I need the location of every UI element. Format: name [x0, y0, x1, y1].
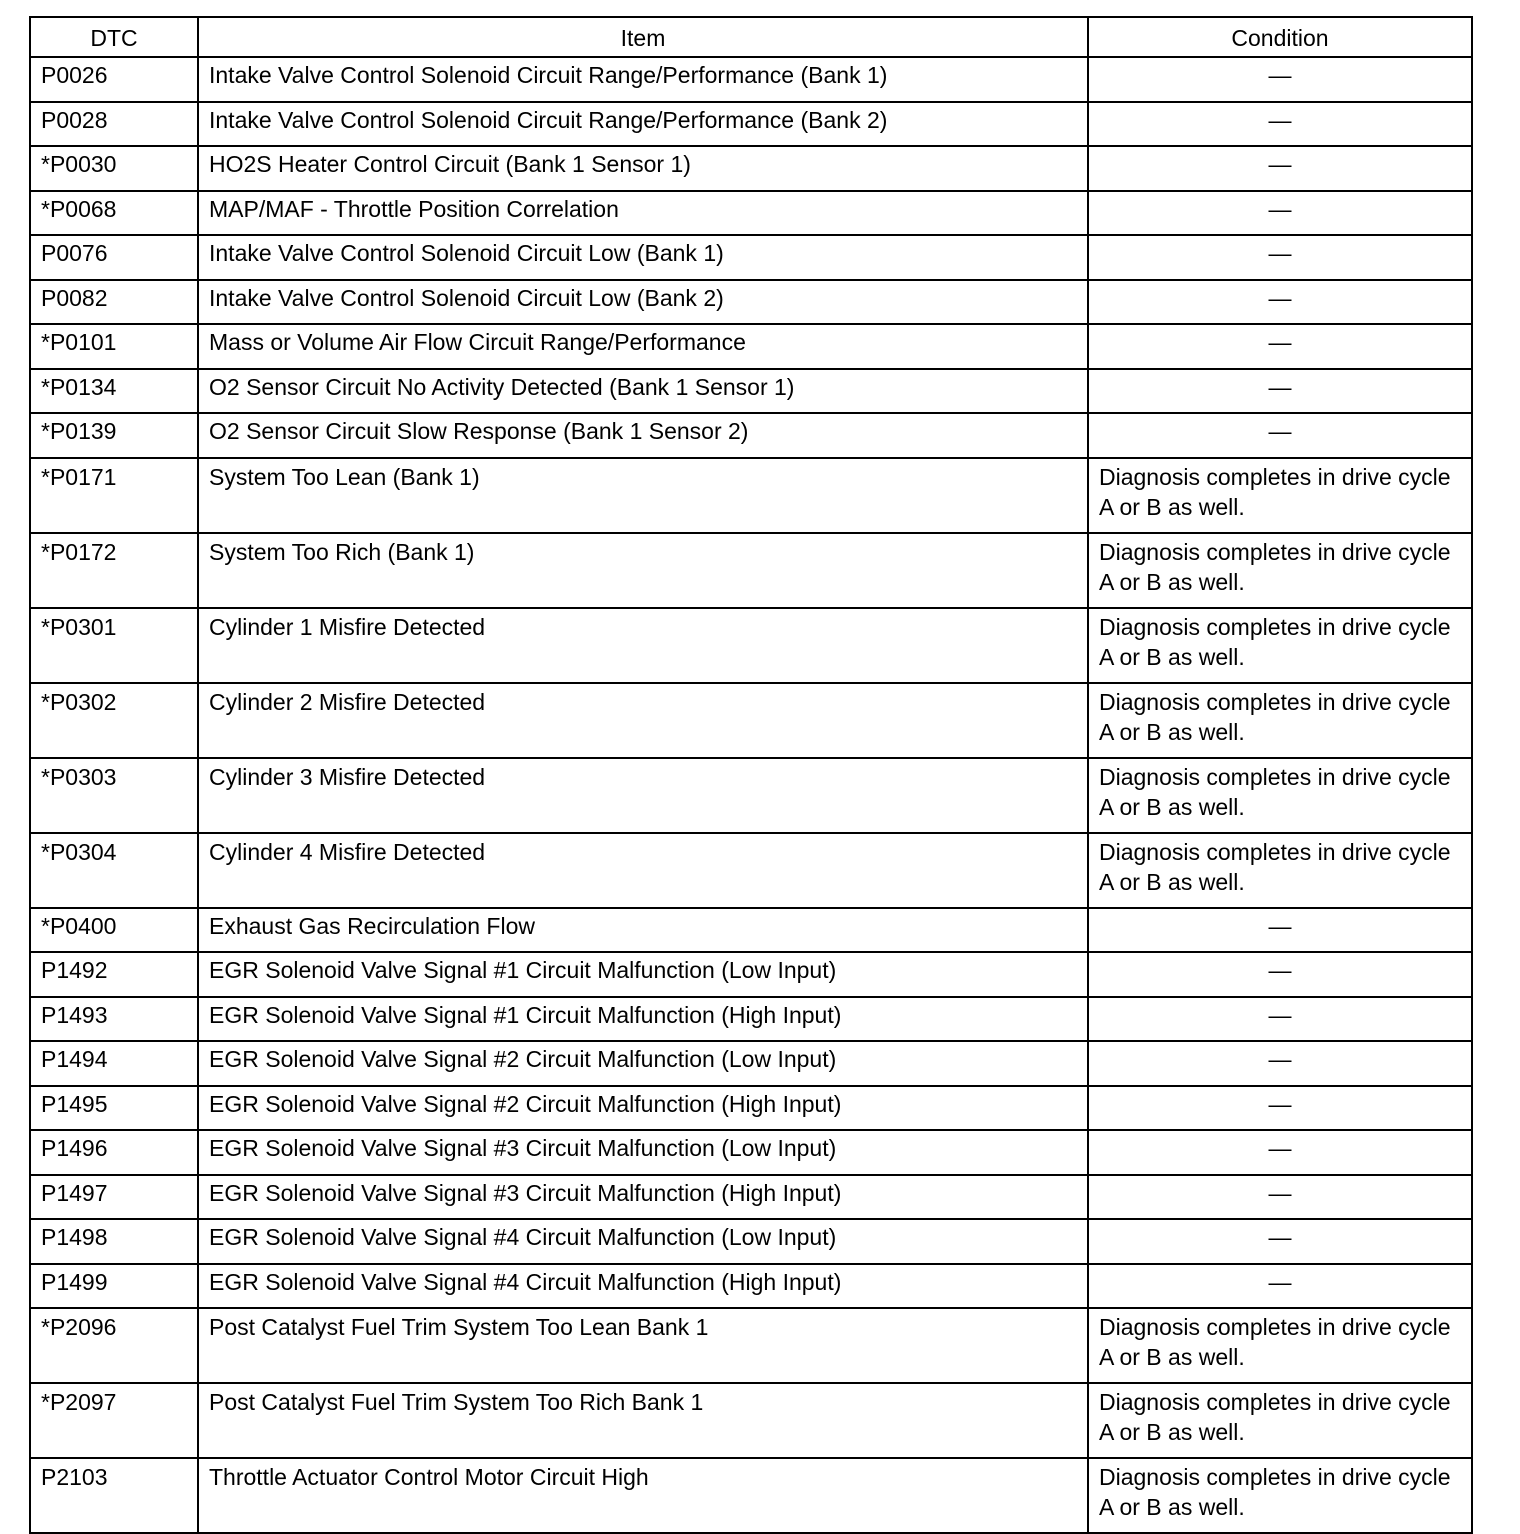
dtc-code-cell: P1494: [30, 1041, 198, 1086]
condition-cell: Diagnosis completes in drive cycle A or B as well.: [1088, 458, 1472, 533]
dtc-code-cell: *P0172: [30, 533, 198, 608]
item-cell: Cylinder 2 Misfire Detected: [198, 683, 1088, 758]
condition-cell: —: [1088, 1264, 1472, 1309]
item-cell: Intake Valve Control Solenoid Circuit Low (Bank 2): [198, 280, 1088, 325]
table-row: [30, 908, 1472, 953]
table-row: [30, 458, 1472, 533]
condition-cell: —: [1088, 146, 1472, 191]
condition-cell: Diagnosis completes in drive cycle A or B as well.: [1088, 608, 1472, 683]
dtc-code-cell: *P0030: [30, 146, 198, 191]
item-cell: EGR Solenoid Valve Signal #2 Circuit Malfunction (Low Input): [198, 1041, 1088, 1086]
condition-cell: Diagnosis completes in drive cycle A or B as well.: [1088, 1458, 1472, 1533]
item-cell: System Too Rich (Bank 1): [198, 533, 1088, 608]
dtc-code-cell: *P2096: [30, 1308, 198, 1383]
condition-cell: Diagnosis completes in drive cycle A or B as well.: [1088, 683, 1472, 758]
condition-cell: —: [1088, 1086, 1472, 1131]
item-cell: O2 Sensor Circuit Slow Response (Bank 1 Sensor 2): [198, 413, 1088, 458]
table-row: [30, 1458, 1472, 1533]
table-row: [30, 1041, 1472, 1086]
item-cell: Intake Valve Control Solenoid Circuit Low (Bank 1): [198, 235, 1088, 280]
condition-cell: —: [1088, 102, 1472, 147]
table-row: [30, 608, 1472, 683]
dtc-code-cell: P1498: [30, 1219, 198, 1264]
table-row: [30, 324, 1472, 369]
dtc-code-cell: *P0134: [30, 369, 198, 414]
item-cell: EGR Solenoid Valve Signal #2 Circuit Malfunction (High Input): [198, 1086, 1088, 1131]
table-row: [30, 1086, 1472, 1131]
table-row: [30, 413, 1472, 458]
item-cell: EGR Solenoid Valve Signal #1 Circuit Malfunction (High Input): [198, 997, 1088, 1042]
item-cell: Exhaust Gas Recirculation Flow: [198, 908, 1088, 953]
dtc-code-cell: *P0101: [30, 324, 198, 369]
item-cell: EGR Solenoid Valve Signal #4 Circuit Malfunction (High Input): [198, 1264, 1088, 1309]
table-row: [30, 1175, 1472, 1220]
table-row: [30, 369, 1472, 414]
dtc-code-cell: *P0301: [30, 608, 198, 683]
table-row: [30, 533, 1472, 608]
table-row: [30, 280, 1472, 325]
dtc-code-cell: P0076: [30, 235, 198, 280]
item-cell: EGR Solenoid Valve Signal #3 Circuit Malfunction (High Input): [198, 1175, 1088, 1220]
table-row: [30, 57, 1472, 102]
table-row: [30, 1219, 1472, 1264]
table-row: [30, 683, 1472, 758]
table-row: [30, 952, 1472, 997]
condition-cell: —: [1088, 280, 1472, 325]
dtc-code-cell: *P0302: [30, 683, 198, 758]
dtc-code-cell: *P0171: [30, 458, 198, 533]
dtc-code-cell: P1492: [30, 952, 198, 997]
dtc-code-cell: *P2097: [30, 1383, 198, 1458]
table-row: [30, 235, 1472, 280]
condition-cell: —: [1088, 235, 1472, 280]
dtc-code-cell: P1499: [30, 1264, 198, 1309]
table-row: [30, 1264, 1472, 1309]
table-row: [30, 1383, 1472, 1458]
item-cell: Cylinder 3 Misfire Detected: [198, 758, 1088, 833]
table-row: [30, 1308, 1472, 1383]
table-row: [30, 833, 1472, 908]
item-cell: EGR Solenoid Valve Signal #4 Circuit Malfunction (Low Input): [198, 1219, 1088, 1264]
item-cell: Cylinder 1 Misfire Detected: [198, 608, 1088, 683]
dtc-table: [29, 16, 1473, 1534]
item-cell: Intake Valve Control Solenoid Circuit Range/Performance (Bank 1): [198, 57, 1088, 102]
dtc-code-cell: *P0304: [30, 833, 198, 908]
column-header-item: Item: [198, 17, 1088, 57]
item-cell: Cylinder 4 Misfire Detected: [198, 833, 1088, 908]
item-cell: MAP/MAF - Throttle Position Correlation: [198, 191, 1088, 236]
dtc-code-cell: *P0068: [30, 191, 198, 236]
table-row: [30, 1130, 1472, 1175]
item-cell: Intake Valve Control Solenoid Circuit Range/Performance (Bank 2): [198, 102, 1088, 147]
table-row: [30, 758, 1472, 833]
condition-cell: —: [1088, 369, 1472, 414]
table-row: [30, 191, 1472, 236]
dtc-code-cell: P0026: [30, 57, 198, 102]
item-cell: EGR Solenoid Valve Signal #1 Circuit Malfunction (Low Input): [198, 952, 1088, 997]
condition-cell: Diagnosis completes in drive cycle A or B as well.: [1088, 533, 1472, 608]
condition-cell: —: [1088, 57, 1472, 102]
condition-cell: —: [1088, 908, 1472, 953]
condition-cell: —: [1088, 1130, 1472, 1175]
item-cell: O2 Sensor Circuit No Activity Detected (Bank 1 Sensor 1): [198, 369, 1088, 414]
column-header-dtc: DTC: [30, 17, 198, 57]
item-cell: EGR Solenoid Valve Signal #3 Circuit Malfunction (Low Input): [198, 1130, 1088, 1175]
dtc-code-cell: *P0303: [30, 758, 198, 833]
item-cell: Mass or Volume Air Flow Circuit Range/Performance: [198, 324, 1088, 369]
table-row: [30, 997, 1472, 1042]
condition-cell: Diagnosis completes in drive cycle A or B as well.: [1088, 758, 1472, 833]
dtc-code-cell: P0028: [30, 102, 198, 147]
condition-cell: —: [1088, 997, 1472, 1042]
condition-cell: —: [1088, 1219, 1472, 1264]
condition-cell: —: [1088, 413, 1472, 458]
condition-cell: —: [1088, 1175, 1472, 1220]
item-cell: Post Catalyst Fuel Trim System Too Rich Bank 1: [198, 1383, 1088, 1458]
item-cell: HO2S Heater Control Circuit (Bank 1 Sensor 1): [198, 146, 1088, 191]
condition-cell: Diagnosis completes in drive cycle A or B as well.: [1088, 833, 1472, 908]
item-cell: Throttle Actuator Control Motor Circuit High: [198, 1458, 1088, 1533]
item-cell: System Too Lean (Bank 1): [198, 458, 1088, 533]
dtc-code-cell: P1497: [30, 1175, 198, 1220]
table-row: [30, 146, 1472, 191]
item-cell: Post Catalyst Fuel Trim System Too Lean Bank 1: [198, 1308, 1088, 1383]
table-row: [30, 102, 1472, 147]
condition-cell: Diagnosis completes in drive cycle A or B as well.: [1088, 1308, 1472, 1383]
condition-cell: —: [1088, 1041, 1472, 1086]
dtc-code-cell: P1493: [30, 997, 198, 1042]
table-header-row: [30, 17, 1472, 57]
column-header-condition: Condition: [1088, 17, 1472, 57]
dtc-code-cell: P1495: [30, 1086, 198, 1131]
dtc-code-cell: *P0400: [30, 908, 198, 953]
dtc-code-cell: P1496: [30, 1130, 198, 1175]
dtc-code-cell: P2103: [30, 1458, 198, 1533]
condition-cell: —: [1088, 191, 1472, 236]
dtc-code-cell: *P0139: [30, 413, 198, 458]
table-body: [30, 57, 1472, 1533]
condition-cell: —: [1088, 952, 1472, 997]
condition-cell: —: [1088, 324, 1472, 369]
dtc-code-cell: P0082: [30, 280, 198, 325]
condition-cell: Diagnosis completes in drive cycle A or B as well.: [1088, 1383, 1472, 1458]
